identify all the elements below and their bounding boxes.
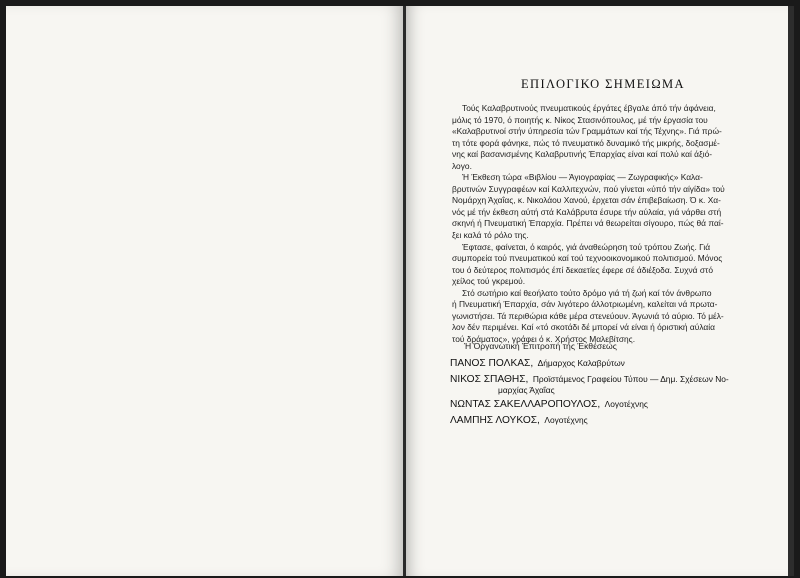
text-line: Τούς Καλαβρυτινούς πνευματικούς έργάτες έβγαλε άπό τήν άφάνεια, <box>462 103 716 113</box>
right-page <box>406 6 794 576</box>
epilogue-text <box>452 103 752 345</box>
signatory-name: ΝΩΝΤΑΣ ΣΑΚΕΛΛΑΡΟΠΟΥΛΟΣ, <box>450 399 601 410</box>
paragraph-3 <box>452 242 752 288</box>
paragraph-2 <box>452 172 752 241</box>
text-line: χείλος τού γκρεμού. <box>452 276 526 287</box>
signatory <box>450 371 770 387</box>
page-edge-shadow <box>788 6 794 576</box>
signatory-role-continued: μαρχίας Άχαΐας <box>498 385 555 395</box>
text-line: συμπορεία τού πνευματικού καί τού τεχνοοικονομικού πολιτισμού. Μόνος <box>452 253 723 264</box>
text-line: λογο. <box>452 160 472 171</box>
signatory-role: Προϊστάμενος Γραφείου Τύπου — Δημ. Σχέσεων Νο- <box>532 373 729 384</box>
text-line: Έφτασε, φαίνεται, ό καιρός, γιά άναθεώρηση τού τρόπου Ζωής. Γιά <box>462 241 711 252</box>
signatory-name: ΛΑΜΠΗΣ ΛΟΥΚΟΣ, <box>450 414 540 426</box>
text-line: Στό σωτήριο καί θεοήλατο τούτο δρόμο γιά τή ζωή καί τόν άνθρωπο <box>462 287 712 298</box>
text-line: λον δέν περιμένει. Καί «τό σκοτάδι δέ μπορεί νά είναι ή όριστική αύλαία <box>452 322 715 333</box>
paragraph-1 <box>452 103 752 172</box>
text-line: νης καί βασανισμένης Καλαβρυτινής Έπαρχίας είναι καί πολύ καί άξιό- <box>452 149 713 160</box>
text-line: «Καλαβρυτινοί στήν ύπηρεσία τών Γραμμάτων καί τής Τέχνης». Γιά πρώ- <box>452 126 722 137</box>
text-line: ή Πνευματική Έπαρχία, σάν λιγότερο άλλοτριωμένη, καλείται νά πρωτα- <box>452 299 718 310</box>
text-line: γωνιστήσει. Τά περιθώρια κάθε μέρα στενεύουν. Άγωνιά τό αύριο. Τό μέλ- <box>452 310 724 321</box>
signatory-name: ΠΑΝΟΣ ΠΟΛΚΑΣ, <box>450 358 534 369</box>
signatory <box>450 412 770 428</box>
text-line: νός μέ τήν έκθεση αύτή στά Καλάβρυτα έσυρε τήν αύλαία, γιά νάρθει στή <box>452 206 722 217</box>
signatory-name: ΝΙΚΟΣ ΣΠΑΘΗΣ, <box>450 373 529 385</box>
text-line: μόλις τό 1970, ό ποιητής κ. Νίκος Στασινόπουλος, μέ τήν έργασία του <box>452 114 708 125</box>
signatories-list <box>450 355 770 427</box>
text-line: Ή Έκθεση τώρα «Βιβλίου — Άγιογραφίας — Ζωγραφικής» Καλα- <box>462 172 703 183</box>
text-line: σκηνή ή Πνευματική Έπαρχία. Πρέπει νά θεωρείται σίγουρο, πώς θά παί- <box>452 218 724 229</box>
page-title: ΕΠΙΛΟΓΙΚΟ ΣΗΜΕΙΩΜΑ <box>521 77 685 91</box>
text-line: βρυτινών Συγγραφέων καί Καλλιτεχνών, πού γίνεται «ύπό τήν αίγίδα» τού <box>452 183 725 194</box>
text-line: ξει καλά τό ρόλο της. <box>452 230 529 241</box>
text-line: Νομάρχη Άχαΐας, κ. Νικολάου Χανού, έρχεται σάν έπιβεβαίωση. Ό κ. Χα- <box>452 195 721 206</box>
signatory <box>450 355 770 371</box>
left-page-blank <box>6 6 404 576</box>
text-line: τού δράματος», γράφει ό κ. Χρήστος Μαλεβίτσης. <box>452 333 636 344</box>
text-line: τη τότε φορά φάνηκε, πώς τό πνευματικό δυναμικό τής μικρής, δοξασμέ- <box>452 137 720 148</box>
signatory-role: Δήμαρχος Καλαβρύτων <box>537 358 625 368</box>
signatory-role: Λογοτέχνης <box>604 399 648 409</box>
committee-label: Ή Όργανωτική Έπιτροπή τής Έκθέσεως <box>464 341 617 351</box>
text-line: του ό δεύτερος πολιτισμός έπί δεκαετίες έφερε σέ άδιέξοδα. Συχνά στό <box>452 264 713 275</box>
signatory <box>450 396 770 412</box>
paragraph-4 <box>452 288 752 346</box>
signatory-role: Λογοτέχνης <box>544 414 588 425</box>
book-spread <box>6 6 796 576</box>
